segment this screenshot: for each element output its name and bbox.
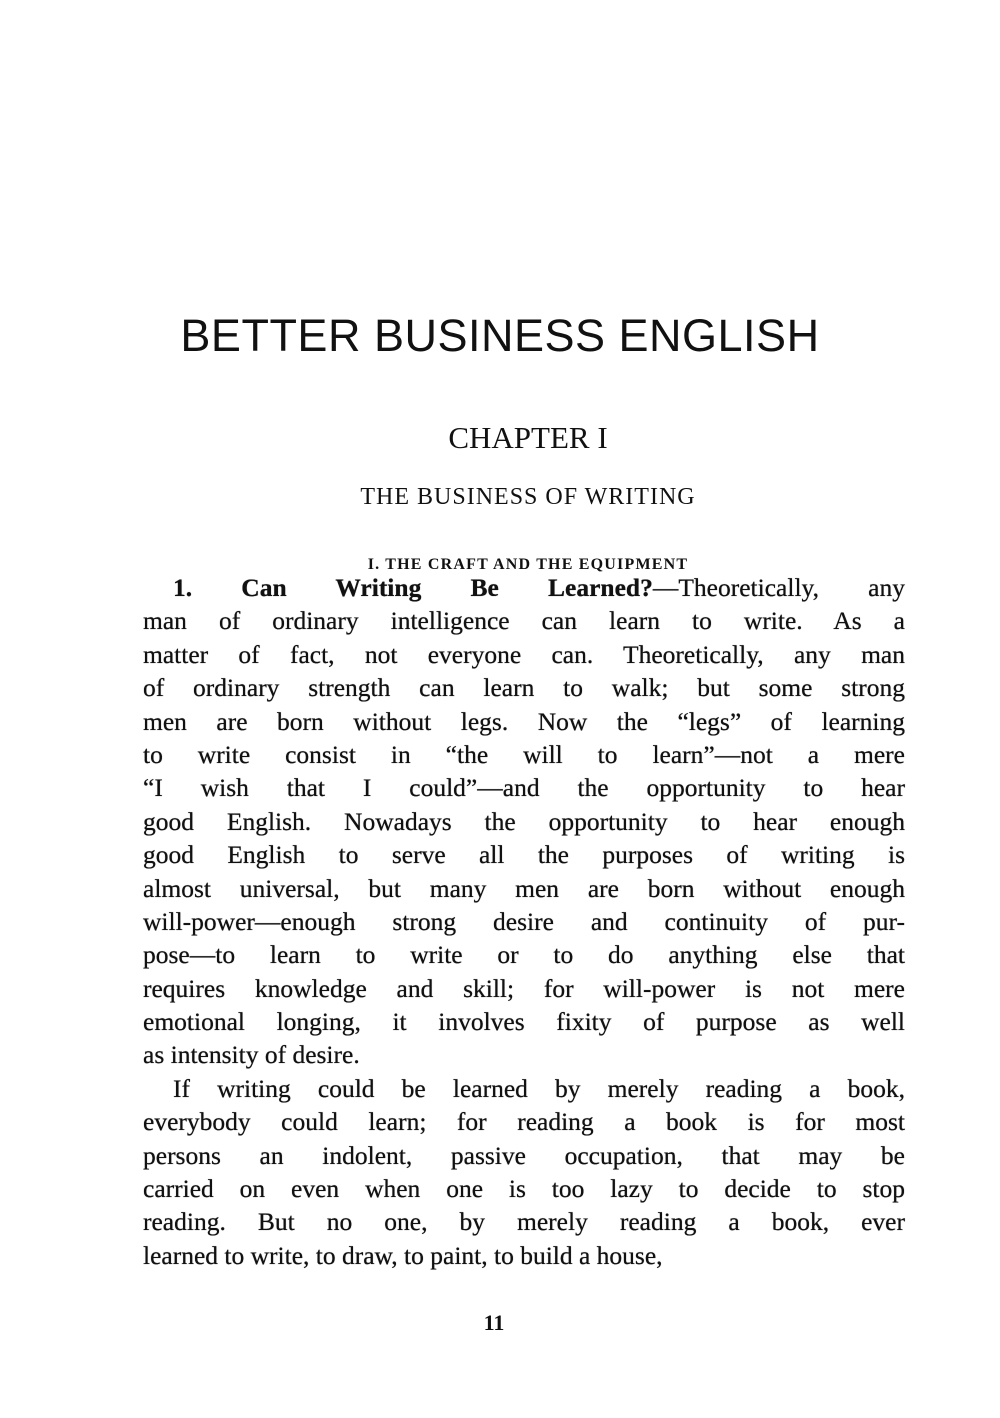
text-line (143, 1239, 905, 1272)
line-text: reading. But no one, by merely reading a book, ever (143, 1207, 905, 1237)
text-line (143, 1005, 905, 1038)
text-line (143, 604, 905, 637)
paragraph (143, 1072, 905, 1272)
line-text: persons an indolent, passive occupation, that may be (143, 1140, 905, 1170)
line-text: matter of fact, not everyone can. Theoretically, any man (143, 639, 905, 669)
line-text: as intensity of desire. (143, 1040, 360, 1070)
paragraph (143, 571, 905, 1072)
text-line (143, 805, 905, 838)
line-text: of ordinary strength can learn to walk; but some strong (143, 673, 905, 703)
line-text: men are born without legs. Now the “legs” of learning (143, 706, 905, 736)
book-title: BETTER BUSINESS ENGLISH (180, 310, 820, 361)
section-heading: I. THE CRAFT AND THE EQUIPMENT (367, 556, 689, 573)
line-text: good English to serve all the purposes of writing is (143, 840, 905, 870)
text-line (143, 771, 905, 804)
line-text: everybody could learn; for reading a book is for most (143, 1107, 905, 1137)
text-line (143, 1139, 905, 1172)
line-text: almost universal, but many men are born without enough (143, 873, 905, 903)
line-text: “I wish that I could”—and the opportunity to hear (143, 773, 905, 803)
text-line (143, 638, 905, 671)
text-line (143, 738, 905, 771)
chapter-title: THE BUSINESS OF WRITING (360, 484, 696, 510)
line-text: will-power—enough strong desire and continuity of pur- (143, 906, 905, 936)
text-line (143, 671, 905, 704)
text-line (143, 1072, 905, 1105)
line-text: learned to write, to draw, to paint, to build a house, (143, 1240, 663, 1270)
body-text (143, 571, 905, 1272)
line-text: —Theoretically, any (652, 573, 905, 602)
text-line (143, 972, 905, 1005)
text-line (143, 1038, 905, 1071)
line-text: If writing could be learned by merely reading a book, (173, 1073, 905, 1103)
text-line (143, 571, 905, 604)
paragraph-lead: 1. Can Writing Be Learned? (173, 573, 653, 602)
text-line (143, 938, 905, 971)
text-line (143, 1105, 905, 1138)
line-text: man of ordinary intelligence can learn to write. As a (143, 606, 905, 636)
text-line (143, 1172, 905, 1205)
line-text: pose—to learn to write or to do anything else that (143, 940, 905, 970)
text-line (143, 905, 905, 938)
line-text: emotional longing, it involves fixity of purpose as well (143, 1007, 905, 1037)
line-text: carried on even when one is too lazy to decide to stop (143, 1174, 905, 1204)
text-line (143, 838, 905, 871)
chapter-heading: CHAPTER I (448, 420, 608, 455)
page-number: 11 (483, 1310, 505, 1335)
text-line (143, 1205, 905, 1238)
text-line (143, 705, 905, 738)
text-line (143, 872, 905, 905)
line-text: to write consist in “the will to learn”—not a mere (143, 739, 905, 769)
line-text: good English. Nowadays the opportunity to hear enough (143, 806, 905, 836)
line-text: requires knowledge and skill; for will-power is not mere (143, 973, 905, 1003)
